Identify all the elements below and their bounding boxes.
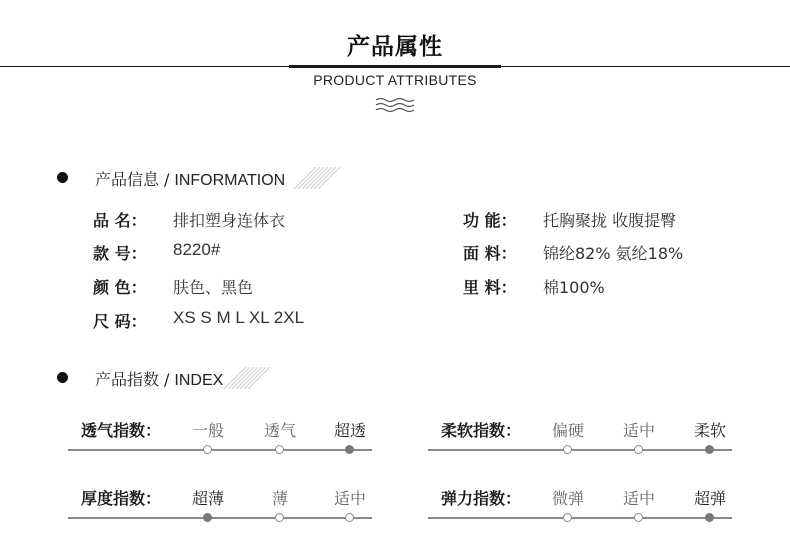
softness-selected-marker [705,445,714,454]
info-value-lining: 棉100% [543,278,605,297]
elasticity-scale-line [428,517,732,519]
breathability-scale-line [68,449,372,451]
thickness-option: 薄 [271,489,288,508]
thickness-scale-marker [345,513,354,522]
breathability-option: 一般 [191,421,224,440]
info-value-color: 肤色、黑色 [173,278,254,297]
index-heading-cn: 产品指数 [95,370,160,389]
elasticity-index-label: 弹力指数： [441,489,522,508]
info-section-heading [95,167,285,190]
index-heading-slash: / [164,370,170,389]
info-label-name: 品 名： [93,211,147,230]
info-label-color: 颜 色： [93,278,147,297]
thickness-scale-marker [275,513,284,522]
thickness-index-label: 厚度指数： [81,489,162,508]
info-label-style-no: 款 号： [93,244,147,263]
info-label-function: 功 能： [463,211,517,230]
breathability-scale-marker [275,445,284,454]
breathability-option: 透气 [263,421,296,440]
softness-option: 偏硬 [551,421,584,440]
page-subtitle: PRODUCT ATTRIBUTES [313,72,477,88]
elasticity-scale-marker [563,513,572,522]
thickness-selected-marker [203,513,212,522]
softness-scale-marker [634,445,643,454]
info-value-name: 排扣塑身连体衣 [173,211,286,230]
hatch-ornament-icon [292,167,342,189]
softness-scale-marker [563,445,572,454]
page-title: 产品属性 [347,34,443,60]
header-rule-accent [289,65,501,68]
info-label-lining: 里 料： [463,278,517,297]
breathability-option: 超透 [333,421,366,440]
index-heading-en: INDEX [174,372,224,389]
breathability-scale-marker [203,445,212,454]
info-heading-en: INFORMATION [174,172,286,189]
index-section-heading [95,367,223,390]
info-heading-cn: 产品信息 [95,170,160,189]
section-bullet-icon [57,172,68,183]
elasticity-option: 超弹 [693,489,726,508]
info-value-function: 托胸聚拢 收腹提臀 [543,211,677,230]
info-label-size: 尺 码： [93,312,147,331]
info-value-size: XS S M L XL 2XL [173,308,305,327]
info-value-fabric: 锦纶82% 氨纶18% [543,244,684,263]
hatch-ornament-icon [222,367,272,389]
info-heading-slash: / [164,170,170,189]
thickness-option: 超薄 [191,489,224,508]
softness-option: 柔软 [693,421,726,440]
thickness-option: 适中 [333,489,366,508]
elasticity-selected-marker [705,513,714,522]
elasticity-option: 适中 [622,489,655,508]
softness-option: 适中 [622,421,655,440]
softness-index-label: 柔软指数： [441,421,522,440]
breathability-index-label: 透气指数： [81,421,162,440]
info-label-fabric: 面 料： [463,244,517,263]
thickness-scale-line [68,517,372,519]
wave-ornament-icon [375,96,415,116]
info-value-style-no: 8220# [173,240,221,259]
section-bullet-icon [57,372,68,383]
elasticity-option: 微弹 [551,489,584,508]
breathability-selected-marker [345,445,354,454]
softness-scale-line [428,449,732,451]
elasticity-scale-marker [634,513,643,522]
